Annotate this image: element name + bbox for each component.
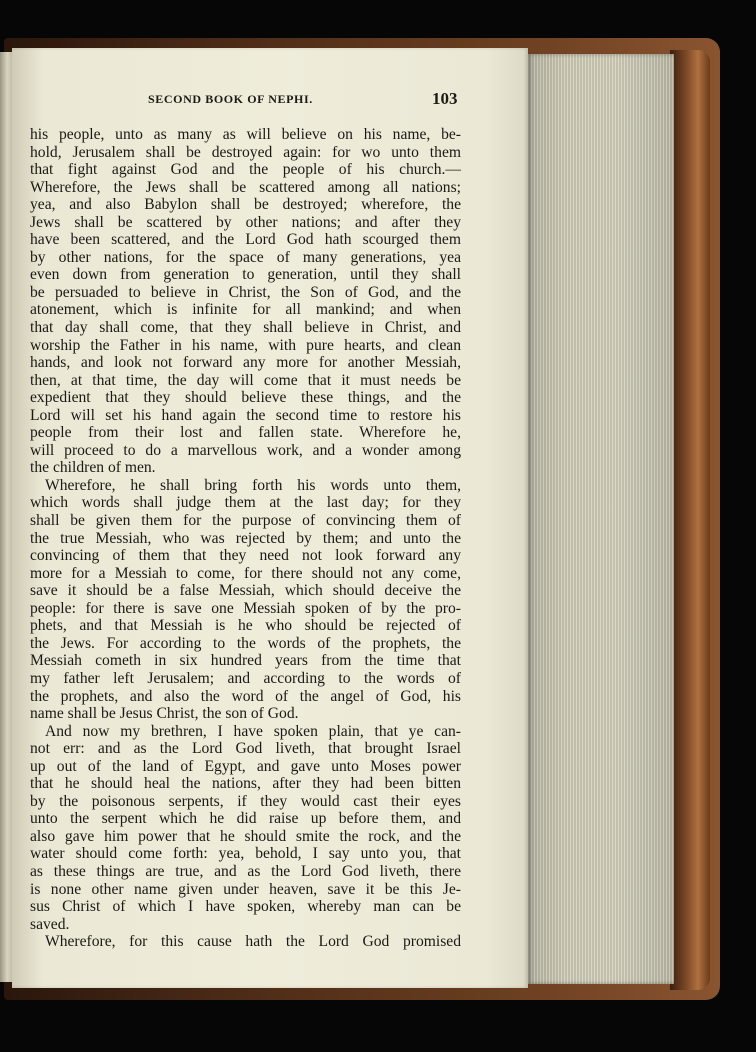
text-line: by other nations, for the space of many generations, yea: [30, 248, 461, 266]
text-line: saved.: [30, 915, 70, 933]
cover-edge: [670, 50, 710, 990]
text-line: have been scattered, and the Lord God hath scourged them: [30, 231, 461, 249]
text-line: the Jews. For according to the words of the prophets, the: [30, 634, 461, 652]
text-line: convincing of them that they need not look forward any: [30, 547, 461, 565]
text-line: will proceed to do a marvellous work, and a wonder among: [30, 441, 461, 459]
text-line: unto the serpent which he did raise up before them, and: [30, 810, 461, 828]
text-line: expedient that they should believe these things, and the: [30, 389, 461, 407]
text-line: my father left Jerusalem; and according to the words of: [30, 669, 461, 687]
text-line: Wherefore, he shall bring forth his words unto them,: [45, 476, 461, 494]
text-line: more for a Messiah to come, for there should not any come,: [30, 564, 461, 582]
left-page-sliver: [0, 52, 12, 982]
running-head: SECOND BOOK OF NEPHI.: [148, 92, 313, 106]
text-line: also gave him power that he should smite the rock, and the: [30, 827, 461, 845]
text-line: save it should be a false Messiah, which should deceive the: [30, 582, 461, 600]
text-line: worship the Father in his name, with pure hearts, and clean: [30, 336, 461, 354]
text-line: water should come forth: yea, behold, I say unto you, that: [30, 845, 461, 863]
text-line: name shall be Jesus Christ, the son of God.: [30, 705, 299, 723]
text-line: the children of men.: [30, 459, 156, 477]
text-line: not err: and as the Lord God liveth, that brought Israel: [30, 740, 461, 758]
text-line: is none other name given under heaven, save it be this Je-: [30, 880, 461, 898]
text-line: then, at that time, the day will come that it must needs be: [30, 371, 461, 389]
text-line: that he should heal the nations, after they had been bitten: [30, 775, 461, 793]
text-line: the prophets, and also the word of the angel of God, his: [30, 687, 461, 705]
text-line: up out of the land of Egypt, and gave unto Moses power: [30, 757, 461, 775]
text-line: as these things are true, and as the Lord God liveth, there: [30, 862, 461, 880]
body-text: [30, 126, 461, 951]
text-line: Jews shall be scattered by other nations; and after they: [30, 213, 461, 231]
text-line: Messiah cometh in six hundred years from the time that: [30, 652, 461, 670]
text-line: which words shall judge them at the last day; for they: [30, 494, 461, 512]
page-edges: [528, 54, 674, 984]
text-line: the true Messiah, who was rejected by them; and unto the: [30, 529, 461, 547]
text-line: people: for there is save one Messiah spoken of by the pro-: [30, 599, 461, 617]
text-line: be persuaded to believe in Christ, the Son of God, and the: [30, 283, 461, 301]
text-line: yea, and also Babylon shall be destroyed; wherefore, the: [30, 196, 461, 214]
text-line: shall be given them for the purpose of convincing them of: [30, 512, 461, 530]
text-line: his people, unto as many as will believe on his name, be-: [30, 126, 461, 143]
text-line: atonement, which is infinite for all mankind; and when: [30, 301, 461, 319]
text-line: sus Christ of which I have spoken, whereby man can be: [30, 898, 461, 916]
page-number: 103: [432, 89, 458, 108]
text-line: phets, and that Messiah is he who should be rejected of: [30, 617, 461, 635]
text-line: people from their lost and fallen state. Wherefore he,: [30, 424, 461, 442]
text-line: even down from generation to generation, until they shall: [30, 266, 461, 284]
text-line: And now my brethren, I have spoken plain, that ye can-: [45, 722, 461, 740]
text-line: hold, Jerusalem shall be destroyed again: for wo unto them: [30, 143, 461, 161]
text-line: by the poisonous serpents, if they would cast their eyes: [30, 792, 461, 810]
text-line: Wherefore, for this cause hath the Lord God promised: [45, 933, 461, 951]
text-line: Lord will set his hand again the second time to restore his: [30, 406, 461, 424]
text-line: Wherefore, the Jews shall be scattered among all nations;: [30, 178, 461, 196]
text-line: that fight against God and the people of his church.—: [30, 161, 461, 179]
text-line: hands, and look not forward any more for another Messiah,: [30, 354, 461, 372]
text-line: that day shall come, that they shall believe in Christ, and: [30, 319, 461, 337]
